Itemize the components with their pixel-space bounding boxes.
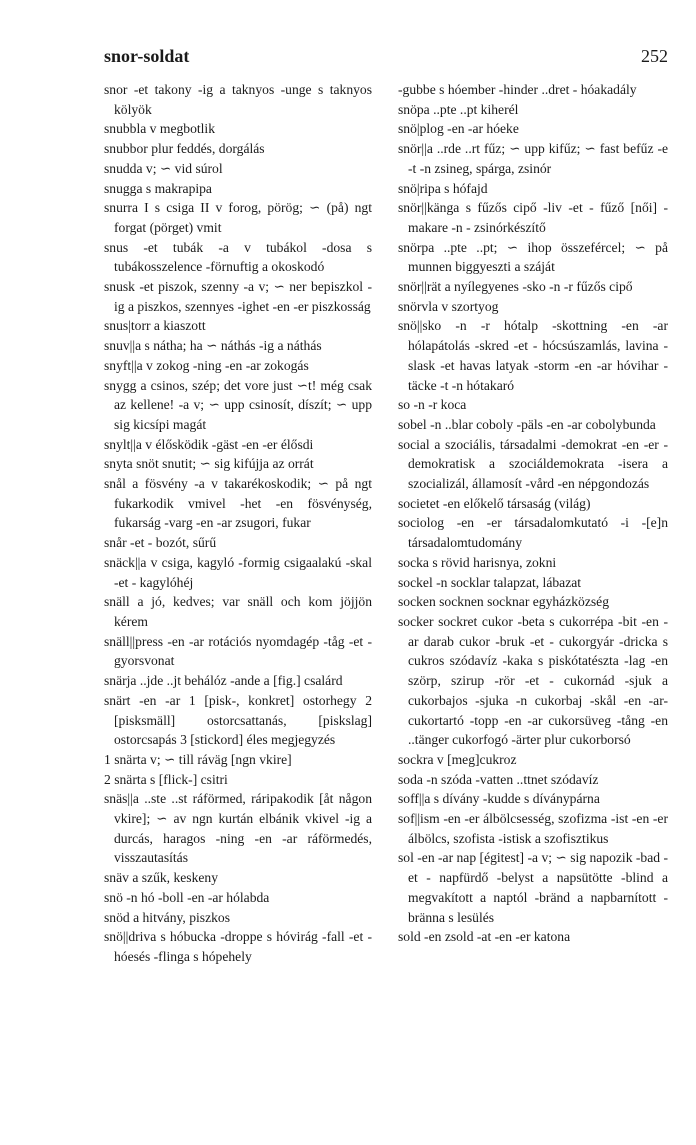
- dictionary-entry: sold -en zsold -at -en -er katona: [398, 929, 571, 945]
- dictionary-entry: soff||a s dívány -kudde s díványpárna: [398, 791, 600, 807]
- dictionary-entry: snäv a szűk, keskeny: [104, 870, 219, 886]
- dictionary-entry: snö -n hó -boll -en -ar hólabda: [104, 889, 270, 905]
- dictionary-entry: snör||känga s fűzős cipő -liv -et - fűző [női] -makare -n - zsinórkészítő: [398, 200, 668, 235]
- dictionary-entry: 2 snärta s [flick-] csitri: [104, 771, 228, 787]
- dictionary-entry: sockra v [meg]cukroz: [398, 751, 517, 767]
- dictionary-entry: snår -et - bozót, sűrű: [104, 535, 217, 551]
- dictionary-entry: snor -et takony -ig a taknyos -unge s taknyos kölyök: [104, 82, 372, 117]
- right-column: [398, 80, 668, 947]
- dictionary-entry: snäs||a ..ste ..st ráförmed, ráripakodik [åt någon vkire]; ∽ av ngn kurtán elbánik vkivel -ig a durcás, haragos -ning -en -ar ráförmedés, visszautasítás: [104, 791, 372, 866]
- dictionary-entry: snäll a jó, kedves; var snäll och kom jöjjön kérem: [104, 594, 372, 629]
- dictionary-entry: snöpa ..pte ..pt kiherél: [398, 101, 519, 117]
- dictionary-entry: snö|ripa s hófajd: [398, 180, 488, 196]
- dictionary-entry: so -n -r koca: [398, 397, 467, 413]
- dictionary-entry: snugga s makrapipa: [104, 180, 212, 196]
- dictionary-entry: sof||ism -en -er álbölcsesség, szofizma -ist -en -er álbölcs, szofista -istisk a szofisztikus: [398, 811, 668, 846]
- dictionary-entry: snärt -en -ar 1 [pisk-, konkret] ostorhegy 2 [pisksmäll] ostorcsattanás, [piskslag] ostorcsapás 3 [stickord] éles megjegyzés: [104, 692, 372, 748]
- dictionary-entry: socken socknen socknar egyházközség: [398, 594, 610, 610]
- dictionary-entry: snörpa ..pte ..pt; ∽ ihop összefércel; ∽ på munnen biggyeszti a száját: [398, 239, 668, 275]
- dictionary-entry: snuv||a s nátha; ha ∽ náthás -ig a náthás: [104, 338, 322, 354]
- dictionary-entry: snö||sko -n -r hótalp -skottning -en -ar hólapátolás -skred -et - hócsúszamlás, lavina -slask -et havas latyak -storm -en -ar hóvihar -täcke -t -n hótakaró: [398, 318, 668, 393]
- left-column: [104, 80, 372, 967]
- dictionary-entry: -gubbe s hóember -hinder ..dret - hóakadály: [398, 82, 637, 97]
- dictionary-entry: snö|plog -en -ar hóeke: [398, 121, 519, 137]
- dictionary-entry: snör||a ..rde ..rt fűz; ∽ upp kifűz; ∽ fast befűz -e -t -n zsineg, spárga, zsinór: [398, 141, 668, 176]
- dictionary-entry: snörvla v szortyog: [398, 298, 499, 314]
- dictionary-entry: snurra I s csiga II v forog, pörög; ∽ (på) ngt forgat (pörget) vmit: [104, 200, 372, 235]
- page-number: 252: [641, 46, 668, 66]
- dictionary-entry: snusk -et piszok, szenny -a v; ∽ ner bepiszkol -ig a piszkos, szennyes -ighet -en -er piszkosság: [104, 279, 372, 314]
- page-header: [104, 46, 668, 72]
- running-head: snor-soldat: [104, 46, 190, 66]
- dictionary-entry: sobel -n ..blar coboly -päls -en -ar cobolybunda: [398, 416, 656, 432]
- dictionary-entry: socker sockret cukor -beta s cukorrépa -bit -en -ar darab cukor -bruk -et - cukorgyár -dricka s cukros szódavíz -kaka s piskótatészta -lag -en szörp, szirup -rör -et - cukornád -sjuk a cukorbajos -sjuka -n cukorbaj -skål -en -ar- cukortartó -topp -en -ar cukorsüveg -tång -en ..tänger cukorfogó -ärter plur cukorborsó: [398, 613, 668, 748]
- dictionary-entry: societet -en előkelő társaság (világ): [398, 495, 591, 511]
- dictionary-entry: sockel -n socklar talapzat, lábazat: [398, 574, 582, 590]
- dictionary-entry: snål a fösvény -a v takarékoskodik; ∽ på ngt fukarkodik vmivel -het -en fösvénység, fukarság -varg -en -ar zsugori, fukar: [104, 476, 372, 531]
- dictionary-entry: snus|torr a kiaszott: [104, 318, 206, 334]
- dictionary-entry: snäck||a v csiga, kagyló -formig csigaalakú -skal -et - kagylóhéj: [104, 554, 372, 590]
- dictionary-entry: snylt||a v élősködik -gäst -en -er élősdi: [104, 436, 314, 452]
- dictionary-entry: snubbla v megbotlik: [104, 121, 216, 137]
- dictionary-entry: 1 snärta v; ∽ till ráväg [ngn vkire]: [104, 751, 292, 767]
- dictionary-entry: snubbor plur feddés, dorgálás: [104, 141, 265, 157]
- dictionary-entry: snör||rät a nyílegyenes -sko -n -r fűzős cipő: [398, 279, 633, 295]
- dictionary-entry: socka s rövid harisnya, zokni: [398, 554, 557, 570]
- dictionary-entry: snöd a hitvány, piszkos: [104, 909, 230, 925]
- dictionary-entry: social a szociális, társadalmi -demokrat -en -er -demokratisk a szociáldemokrata -isera a szocializál, államosít -vård -en népgondozás: [398, 436, 668, 492]
- dictionary-entry: snyta snöt snutit; ∽ sig kifújja az orrát: [104, 456, 314, 472]
- dictionary-entry: snyft||a v zokog -ning -en -ar zokogás: [104, 357, 309, 373]
- dictionary-entry: snärja ..jde ..jt behálóz -ande a [fig.] csalárd: [104, 673, 343, 689]
- dictionary-entry: snudda v; ∽ vid súrol: [104, 160, 223, 176]
- dictionary-entry: snus -et tubák -a v tubákol -dosa s tubákosszelence -förnuftig a okoskodó: [104, 239, 372, 275]
- dictionary-entry: snäll||press -en -ar rotációs nyomdagép -tåg -et - gyorsvonat: [104, 633, 372, 669]
- dictionary-entry: sol -en -ar nap [égitest] -a v; ∽ sig napozik -bad -et - napfürdő -belyst a napsütötte -blind a megvakított a naptól -bränd a napbarnított -bränna s lesülés: [398, 850, 668, 925]
- dictionary-entry: snö||driva s hóbucka -droppe s hóvirág -fall -et - hóesés -flinga s hópehely: [104, 929, 372, 964]
- dictionary-entry: soda -n szóda -vatten ..ttnet szódavíz: [398, 771, 599, 787]
- dictionary-entry: sociolog -en -er társadalomkutató -i -[e]n társadalomtudomány: [398, 515, 668, 551]
- dictionary-entry: snygg a csinos, szép; det vore just ∽t! még csak az kellene! -a v; ∽ upp csinosít, díszít; ∽ upp sig kicsípi magát: [104, 377, 372, 432]
